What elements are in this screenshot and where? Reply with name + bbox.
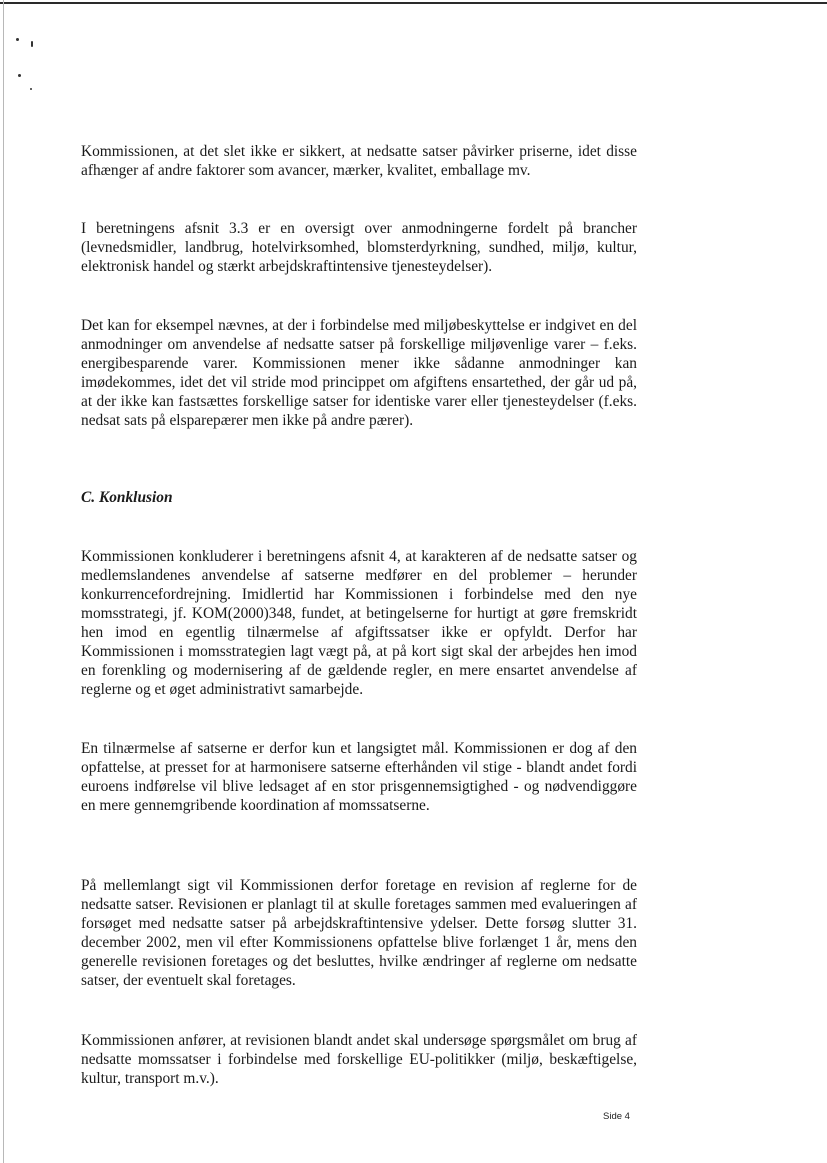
scan-speck: [16, 38, 19, 41]
paragraph-overview-sectors: I beretningens afsnit 3.3 er en oversigt over anmodningerne fordelt på brancher (levnedsmidler, landbrug, hotelvirksomhed, blomsterdyrkning, sundhed, miljø, kultur, elektronisk handel og stærkt arbejdskraftintensive tjenesteydelser).: [81, 220, 637, 275]
page-number: Side 4: [603, 1111, 630, 1122]
paragraph-long-term-goal: En tilnærmelse af satserne er derfor kun et langsigtet mål. Kommissionen er dog af den opfattelse, at presset for at harmonisere satserne efterhånden vil stige - blandt andet fordi euroens indførelse vil blive ledsaget af en stor prisgennemsigtighed - og nødvendiggøre en mere gennemgribende koordination af momssatserne.: [81, 740, 637, 814]
paragraph-price-effect: Kommissionen, at det slet ikke er sikkert, at nedsatte satser påvirker priserne, idet disse afhænger af andre faktorer som avancer, mærker, kvalitet, emballage mv.: [81, 143, 637, 179]
scan-speck: [31, 41, 33, 47]
paragraph-environment-example: Det kan for eksempel nævnes, at der i forbindelse med miljøbeskyttelse er indgivet en del anmodninger om anvendelse af nedsatte satser på forskellige miljøvenlige varer – f.eks. energibesparende varer. Kommissionen mener ikke sådanne anmodninger kan imødekommes, idet det vil stride mod princippet om afgiftens ensartethed, der går ud på, at der ikke kan fastsættes forskellige satser for identiske varer eller tjenesteydelser (f.eks. nedsat sats på elsparepærer men ikke på andre pærer).: [81, 317, 637, 429]
scan-speck: [18, 74, 21, 77]
left-scan-edge: [3, 0, 4, 1163]
scan-speck: [30, 88, 32, 90]
paragraph-eu-policies: Kommissionen anfører, at revisionen blandt andet skal undersøge spørgsmålet om brug af nedsatte momssatser i forbindelse med forskellige EU-politikker (miljø, beskæftigelse, kultur, transport m.v.).: [81, 1032, 637, 1087]
paragraph-revision-plan: På mellemlangt sigt vil Kommissionen derfor foretage en revision af reglerne for de nedsatte satser. Revisionen er planlagt til at skulle foretages sammen med evalueringen af forsøget med nedsatte satser på arbejdskraftintensive ydelser. Dette forsøg slutter 31. december 2002, men vil efter Kommissionens opfattelse blive forlænget 1 år, mens den generelle revisionen foretages og det besluttes, hvilke ændringer af reglerne om nedsatte satser, der eventuelt skal foretages.: [81, 877, 637, 989]
section-heading: C. Konklusion: [81, 489, 173, 506]
paragraph-conclusion: Kommissionen konkluderer i beretningens afsnit 4, at karakteren af de nedsatte satser og medlemslandenes anvendelse af satserne medfører en del problemer – herunder konkurrencefordrejning. Imidlertid har Kommissionen i forbindelse med den nye momsstrategi, jf. KOM(2000)348, fundet, at betingelserne for hurtigt at gøre fremskridt hen imod en egentlig tilnærmelse af afgiftssatser ikke er opfyldt. Derfor har Kommissionen i momsstrategien lagt vægt på, at på kort sigt skal der arbejdes hen imod en forenkling og modernisering af de gældende regler, en mere ensartet anvendelse af reglerne og et øget administrativt samarbejde.: [81, 548, 637, 698]
top-border-line: [0, 2, 827, 4]
